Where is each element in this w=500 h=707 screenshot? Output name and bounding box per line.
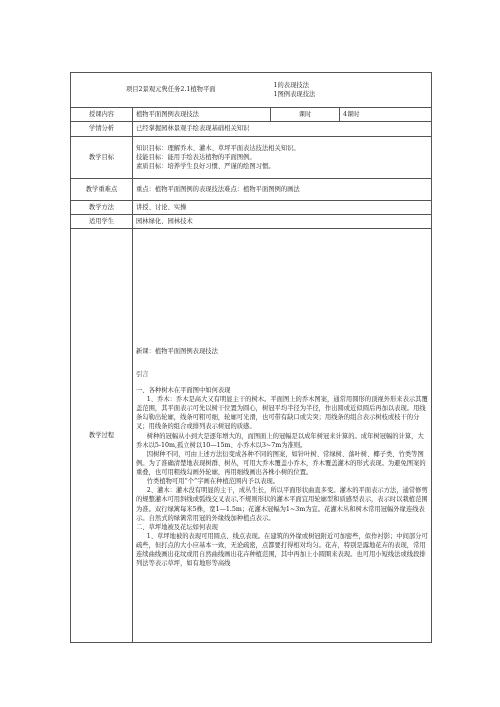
keypoints-value: 重点：植物平面图例的表现技法难点：植物平面图例的画法: [133, 179, 432, 201]
goal-skill: 技能目标：能用手绘表达植物的平面图例。: [136, 153, 256, 161]
methods-label: 教学方法: [71, 201, 133, 215]
paragraph-shrub: 2、灌木：灌木没有明显的主干，成丛生长，所以平面形状曲直多变。灌木的平面表示方法，通常修剪的规整灌木可用斜线或弧线交叉表示,不规则形状的灌木平面宜用轮廓型和质感型表示，表示时以栽植范围为准。双行绿篱每米5株，宽1—1.5m；花灌木冠幅为1~3m为宜。花灌木丛和树木常用冠幅外缘连线表示。自然式的绿篱常用冠的外缘线加种植点表示。: [136, 487, 428, 522]
goal-knowledge: 知识目标：理解乔木、灌木、草坪平面表达技法相关知识。: [136, 144, 300, 152]
analysis-label: 学情分析: [71, 122, 133, 137]
hours-label: 课时: [271, 108, 340, 122]
hours-value: 4课时: [340, 108, 432, 122]
goals-label: 教学目标: [71, 137, 133, 179]
content-label: 授课内容: [71, 108, 133, 122]
students-value: 园林绿化、园林技术: [133, 215, 432, 229]
lesson-plan-table: [70, 72, 432, 643]
goals-row: [71, 137, 432, 179]
students-row: [71, 215, 432, 229]
goals-value: [133, 137, 432, 179]
lesson-title: 项目2景观元隽任务2.1植物平面: [71, 73, 271, 108]
title-line-1: 1的表现技法: [273, 81, 309, 89]
methods-row: [71, 201, 432, 215]
intro-heading: 引言: [136, 370, 149, 378]
paragraph-lawn: 1、草坪地被的表现可用圆点、线点表现。在建筑的外缘或树冠附近可加密些，似作衬影；中间部分可疏些，但打点的大小应基本一致，无论疏密，点都要打得相对均匀。花卉，特别是露地花卉的表现，常用连续曲线画出花纹或用自然曲线画出花卉种植范围，其中再加上小圆圈来表现。也可用小短线法或线段排列法等表示草坪，如有地形等高线: [136, 532, 428, 568]
methods-value: 讲授、讨论、实操: [133, 201, 432, 215]
content-row: [71, 108, 432, 122]
paragraph-variants: 因树种不同，可由上述方法衍变成各种不同的图案，如针叶树、常绿树、落叶树、椰子类、竹类等图例。为了准确清楚地表现树群、树丛，可用大乔木覆盖小乔木，乔木覆盖灌木的形式表现。为避免图案的重叠，也可用粗线勾画外轮廓，再用细线画出各株小树的位置。: [136, 450, 426, 476]
header-row: [71, 73, 432, 108]
goal-quality: 素质目标：培养学生良好习惯、严谨的绘图习惯。: [136, 163, 275, 171]
analysis-value: 已经掌握园林景观手绘表现基础相关知识: [133, 122, 432, 137]
analysis-row: [71, 122, 432, 137]
section-2-heading: 二、草坪地被及花坛如何表现: [136, 523, 218, 531]
students-label: 适用学生: [71, 215, 133, 229]
paragraph-crown: 树种的冠幅从小到大是逐年增大的，而图面上的冠幅是以成年树冠来计算的。成年树冠幅的计算，大乔木以5-10m,孤立树以10—15m、小乔木以3~7m为准则。: [136, 432, 424, 449]
process-label: 教学过程: [71, 229, 133, 643]
content-value: 植物平面图例表现技法: [133, 108, 271, 122]
lesson-title-continued: [271, 73, 432, 108]
keypoints-label: 教学重难点: [71, 179, 133, 201]
keypoints-row: [71, 179, 432, 201]
title-line-2: 1图例表现技法: [273, 91, 316, 98]
process-row: [71, 229, 432, 643]
paragraph-bamboo: 竹类植物可用“个”字画在种植范围内予以表现。: [146, 478, 280, 486]
process-content: [133, 229, 432, 643]
paragraph-tree: 1、乔木：乔木是高大又有明显主干的树木。平面图上的乔木图案，通常用圆形的顶视外形来表示其覆盖范围，其平面表示可先以树干位置为圆心，树冠平均半径为半径，作出圆或近似圆后再加以表现。用线条勾勒出轮廓，线条可粗可细，轮廓可光滑，也可带有缺口或尖突；用线条的组合表示树枝或枝干的分叉；用线条的组合或排列表示树冠的质感。: [136, 396, 428, 431]
new-lesson-heading: 新课：植物平面图例表现技法: [136, 347, 218, 355]
section-1-heading: 一、各种树木在平面图中如何表现: [136, 386, 231, 394]
